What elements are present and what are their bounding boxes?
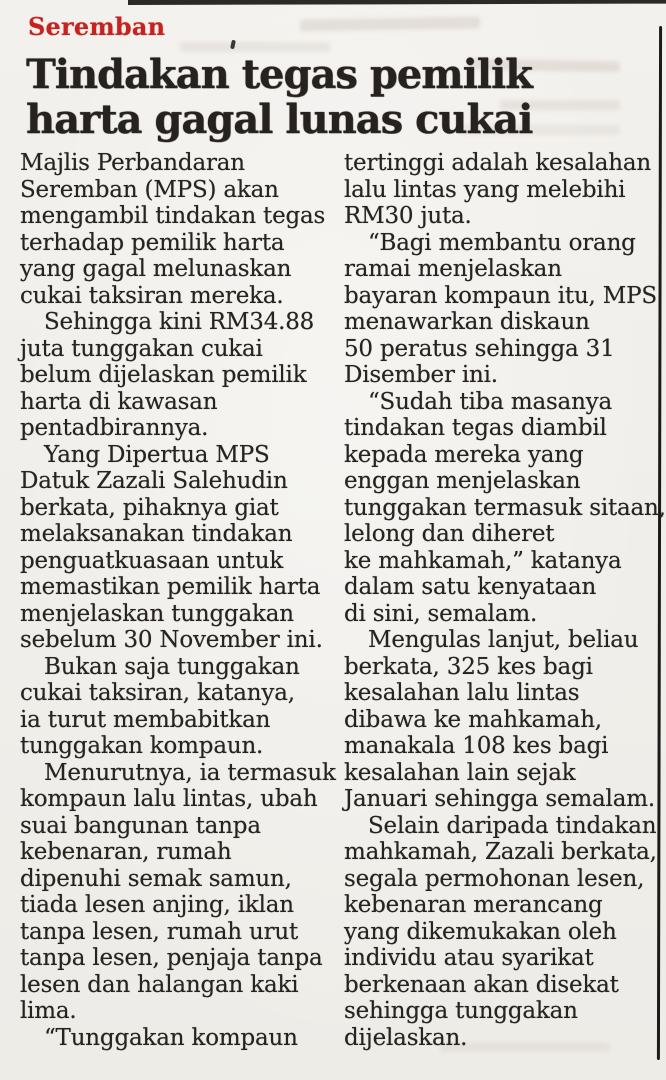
article-line: kebenaran, rumah bbox=[20, 839, 232, 865]
article-line: penguatkuasaan untuk bbox=[20, 547, 284, 574]
headline-line-2: harta gagal lunas cukai bbox=[26, 96, 533, 143]
article-headline bbox=[26, 52, 586, 142]
article-line: ke mahkamah,” katanya bbox=[344, 547, 622, 574]
article-line: cukai taksiran, katanya, bbox=[20, 680, 295, 706]
article-line: kesalahan lain sejak bbox=[344, 759, 576, 786]
scan-top-edge bbox=[128, 0, 666, 5]
article-line: dalam satu kenyataan bbox=[344, 574, 597, 600]
article-line: mengambil tindakan tegas bbox=[20, 203, 326, 229]
article-line: suai bangunan tanpa bbox=[20, 812, 261, 839]
article-line: Menurutnya, ia termasuk bbox=[44, 759, 336, 786]
article-line: “Tunggakan kompaun bbox=[44, 1024, 298, 1051]
ink-speck bbox=[230, 40, 236, 50]
article-line: tiada lesen anjing, iklan bbox=[20, 892, 294, 918]
article-line: kebenaran merancang bbox=[344, 892, 603, 918]
headline-line-1: Tindakan tegas pemilik bbox=[26, 51, 532, 98]
article-line: juta tunggakan cukai bbox=[20, 335, 263, 362]
article-line: Disember ini. bbox=[344, 362, 498, 388]
article-line: tanpa lesen, rumah urut bbox=[20, 918, 299, 945]
article-line: kesalahan lalu lintas bbox=[344, 680, 580, 706]
article-line: “Bagi membantu orang bbox=[368, 229, 636, 256]
article-line: lima. bbox=[20, 998, 77, 1024]
article-line: berkata, 325 kes bagi bbox=[344, 653, 593, 680]
article-line: menjelaskan tunggakan bbox=[20, 600, 294, 627]
article-line: berkata, pihaknya giat bbox=[20, 494, 279, 521]
article-line: Majlis Perbandaran bbox=[20, 150, 245, 176]
article-line: kompaun lalu lintas, ubah bbox=[20, 786, 318, 812]
article-line: enggan menjelaskan bbox=[344, 468, 581, 494]
article-line: sebelum 30 November ini. bbox=[20, 627, 323, 653]
article-body bbox=[0, 150, 666, 1070]
article-line: dipenuhi semak samun, bbox=[20, 865, 292, 892]
article-line: bayaran kompaun itu, MPS bbox=[344, 282, 657, 309]
article-line: Januari sehingga semalam. bbox=[344, 786, 655, 812]
article-line: Yang Dipertua MPS bbox=[44, 441, 270, 468]
article-line: yang dikemukakan oleh bbox=[344, 918, 617, 945]
article-line: tertinggi adalah kesalahan bbox=[344, 150, 651, 176]
article-line: ramai menjelaskan bbox=[344, 256, 562, 282]
article-line: dijelaskan. bbox=[344, 1024, 468, 1051]
article-line: kepada mereka yang bbox=[344, 441, 584, 468]
article-line: Seremban (MPS) akan bbox=[20, 176, 279, 203]
article-line: menawarkan diskaun bbox=[344, 309, 590, 335]
article-line: harta di kawasan bbox=[20, 388, 218, 415]
article-line: memastikan pemilik harta bbox=[20, 574, 321, 600]
article-line: cukai taksiran mereka. bbox=[20, 282, 284, 309]
article-line: “Sudah tiba masanya bbox=[368, 388, 612, 415]
article-line: pentadbirannya. bbox=[20, 415, 209, 441]
article-line: Datuk Zazali Salehudin bbox=[20, 468, 288, 494]
article-line: RM30 juta. bbox=[344, 203, 472, 229]
article-line: terhadap pemilik harta bbox=[20, 229, 285, 256]
article-column-left bbox=[20, 150, 336, 1051]
article-line: lalu lintas yang melebihi bbox=[344, 176, 626, 203]
article-line: segala permohonan lesen, bbox=[344, 865, 645, 892]
article-line: manakala 108 kes bagi bbox=[344, 733, 609, 759]
article-line: 50 peratus sehingga 31 bbox=[344, 335, 615, 362]
article-line: dibawa ke mahkamah, bbox=[344, 706, 602, 733]
article-line: belum dijelaskan pemilik bbox=[20, 362, 307, 388]
article-line: lesen dan halangan kaki bbox=[20, 971, 299, 998]
article-line: individu atau syarikat bbox=[344, 945, 594, 971]
article-line: ia turut membabitkan bbox=[20, 706, 271, 733]
article-line: lelong dan diheret bbox=[344, 521, 555, 547]
article-line: tunggakan kompaun. bbox=[20, 733, 264, 759]
article-column-right bbox=[344, 150, 666, 1051]
article-line: Sehingga kini RM34.88 bbox=[44, 309, 315, 335]
article-line: berkenaan akan disekat bbox=[344, 971, 619, 998]
article-line: di sini, semalam. bbox=[344, 600, 538, 627]
article-line: sehingga tunggakan bbox=[344, 998, 578, 1024]
article-line: tanpa lesen, penjaja tanpa bbox=[20, 945, 323, 971]
article-line: melaksanakan tindakan bbox=[20, 521, 293, 547]
article-line: Selain daripada tindakan bbox=[368, 812, 657, 839]
article-line: yang gagal melunaskan bbox=[20, 256, 292, 282]
article-line: Mengulas lanjut, beliau bbox=[368, 627, 639, 653]
print-bleedthrough bbox=[300, 16, 480, 31]
section-kicker: Seremban bbox=[28, 12, 166, 41]
article-line: tindakan tegas diambil bbox=[344, 415, 607, 441]
article-line: mahkamah, Zazali berkata, bbox=[344, 839, 657, 865]
article-line: Bukan saja tunggakan bbox=[44, 653, 300, 680]
article-line: tunggakan termasuk sitaan, bbox=[344, 494, 666, 521]
